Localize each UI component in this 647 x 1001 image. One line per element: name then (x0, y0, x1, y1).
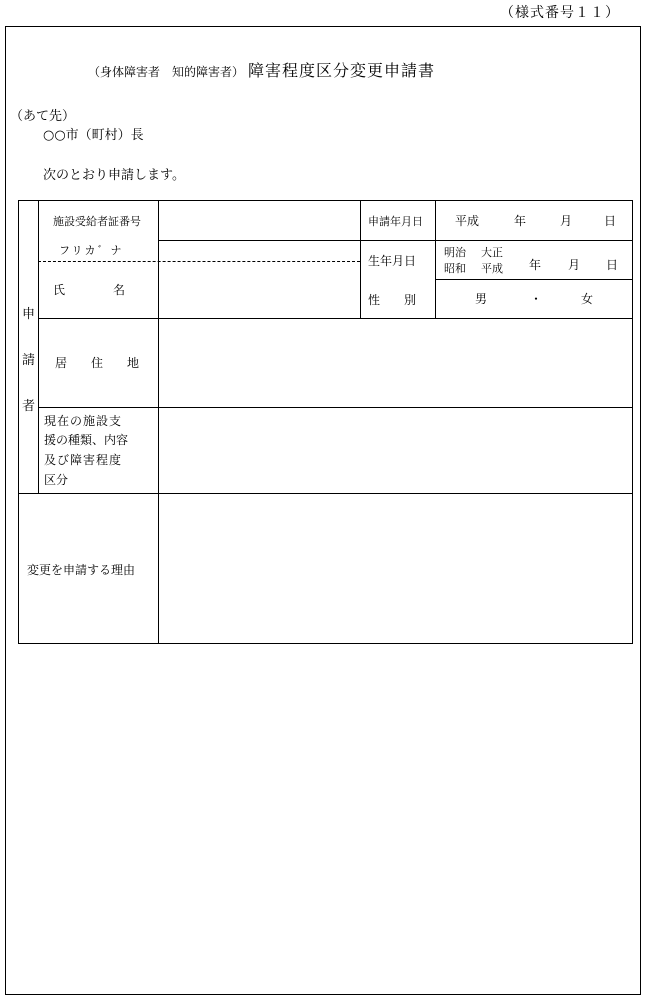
era-heisei: 平成 (481, 262, 503, 275)
rule (435, 279, 633, 280)
birth-day-unit: 日 (606, 258, 619, 272)
current-support-label-line4: 区分 (44, 473, 69, 487)
rule (38, 201, 39, 493)
rule (19, 493, 633, 494)
addressee-name: ○○市（町村）長 (43, 128, 144, 143)
form-number: （様式番号１１） (500, 5, 620, 21)
rule (38, 407, 633, 408)
intro-text: 次のとおり申請します。 (43, 168, 185, 183)
form-title (88, 58, 435, 81)
era-showa: 昭和 (444, 262, 466, 275)
title-main: 障害程度区分変更申請書 (248, 61, 436, 80)
application-date-era: 平成 (455, 214, 480, 228)
application-date-label: 申請年月日 (368, 215, 423, 228)
sex-option-female: 女 (581, 292, 594, 306)
rule (159, 240, 633, 241)
era-meiji: 明治 (444, 246, 466, 259)
current-support-label-line1: 現在の施設支 (44, 414, 123, 428)
application-year-unit: 年 (514, 214, 527, 228)
applicant-label-1: 申 (21, 307, 35, 322)
rule (158, 201, 159, 644)
furigana-dashed-rule (38, 261, 360, 262)
residence-label: 居 住 地 (55, 356, 140, 370)
facility-cert-number-label: 施設受給者証番号 (53, 215, 141, 228)
sex-label: 性 別 (368, 293, 417, 307)
application-day-unit: 日 (604, 214, 617, 228)
era-taisho: 大正 (481, 246, 503, 259)
application-table (18, 200, 633, 644)
sex-option-male: 男 (475, 292, 488, 306)
reason-label: 変更を申請する理由 (27, 563, 136, 577)
furigana-label: フリカ゛ナ (59, 244, 124, 257)
birthdate-label: 生年月日 (368, 254, 417, 268)
applicant-label-2: 請 (21, 353, 35, 368)
name-label: 氏 名 (53, 283, 126, 297)
birth-year-unit: 年 (529, 258, 542, 272)
current-support-label-line3: 及び障害程度 (44, 453, 123, 467)
sex-separator: ・ (530, 292, 543, 306)
title-qualifier: （身体障害者 知的障害者） (88, 65, 245, 79)
rule (38, 318, 633, 319)
rule (360, 201, 361, 318)
application-month-unit: 月 (560, 214, 573, 228)
current-support-label-line2: 援の種類、内容 (44, 433, 129, 447)
addressee-label: （あて先） (10, 109, 76, 124)
birth-month-unit: 月 (568, 258, 581, 272)
applicant-label-3: 者 (21, 399, 35, 414)
rule (435, 201, 436, 318)
